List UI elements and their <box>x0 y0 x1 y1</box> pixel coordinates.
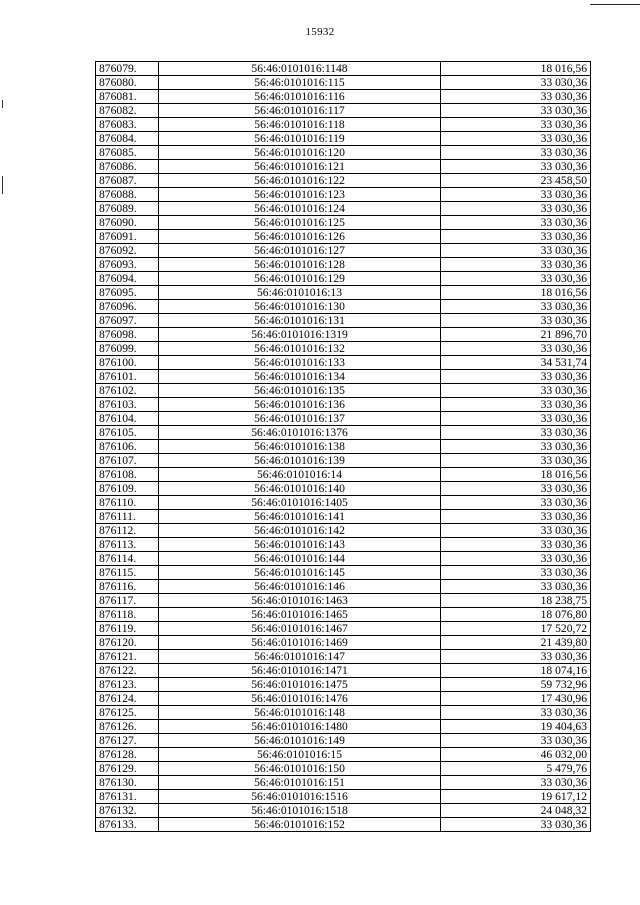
table-row <box>96 356 591 370</box>
value-cell: 5 479,76 <box>441 762 591 776</box>
value-cell: 21 896,70 <box>441 328 591 342</box>
cadastral-number-cell: 56:46:0101016:147 <box>159 650 441 664</box>
table-row <box>96 608 591 622</box>
cadastral-number-cell: 56:46:0101016:136 <box>159 398 441 412</box>
row-number-cell: 876090. <box>96 216 159 230</box>
value-cell: 24 048,32 <box>441 804 591 818</box>
cadastral-number-cell: 56:46:0101016:137 <box>159 412 441 426</box>
table-row <box>96 594 591 608</box>
row-number-cell: 876129. <box>96 762 159 776</box>
cadastral-number-cell: 56:46:0101016:129 <box>159 272 441 286</box>
table-row <box>96 566 591 580</box>
cadastral-number-cell: 56:46:0101016:1480 <box>159 720 441 734</box>
corner-scan-line <box>590 4 640 5</box>
table-row <box>96 384 591 398</box>
row-number-cell: 876079. <box>96 62 159 76</box>
cadastral-number-cell: 56:46:0101016:145 <box>159 566 441 580</box>
value-cell: 33 030,36 <box>441 76 591 90</box>
value-cell: 33 030,36 <box>441 146 591 160</box>
cadastral-number-cell: 56:46:0101016:121 <box>159 160 441 174</box>
row-number-cell: 876097. <box>96 314 159 328</box>
value-cell: 19 617,12 <box>441 790 591 804</box>
cadastral-number-cell: 56:46:0101016:117 <box>159 104 441 118</box>
row-number-cell: 876092. <box>96 244 159 258</box>
value-cell: 18 238,75 <box>441 594 591 608</box>
value-cell: 33 030,36 <box>441 188 591 202</box>
value-cell: 19 404,63 <box>441 720 591 734</box>
margin-scan-mark <box>2 100 3 108</box>
cadastral-number-cell: 56:46:0101016:134 <box>159 370 441 384</box>
row-number-cell: 876080. <box>96 76 159 90</box>
table-row <box>96 244 591 258</box>
cadastral-number-cell: 56:46:0101016:144 <box>159 552 441 566</box>
cadastral-number-cell: 56:46:0101016:128 <box>159 258 441 272</box>
cadastral-number-cell: 56:46:0101016:140 <box>159 482 441 496</box>
cadastral-number-cell: 56:46:0101016:149 <box>159 734 441 748</box>
value-cell: 33 030,36 <box>441 818 591 832</box>
cadastral-number-cell: 56:46:0101016:1319 <box>159 328 441 342</box>
cadastral-number-cell: 56:46:0101016:148 <box>159 706 441 720</box>
register-table <box>95 61 591 832</box>
table-row <box>96 468 591 482</box>
table-row <box>96 300 591 314</box>
table-row <box>96 328 591 342</box>
table-row <box>96 496 591 510</box>
value-cell: 33 030,36 <box>441 426 591 440</box>
cadastral-number-cell: 56:46:0101016:130 <box>159 300 441 314</box>
value-cell: 46 032,00 <box>441 748 591 762</box>
cadastral-number-cell: 56:46:0101016:1463 <box>159 594 441 608</box>
row-number-cell: 876091. <box>96 230 159 244</box>
cadastral-number-cell: 56:46:0101016:125 <box>159 216 441 230</box>
table-row <box>96 804 591 818</box>
row-number-cell: 876088. <box>96 188 159 202</box>
table-row <box>96 664 591 678</box>
row-number-cell: 876112. <box>96 524 159 538</box>
table-row <box>96 132 591 146</box>
cadastral-number-cell: 56:46:0101016:115 <box>159 76 441 90</box>
table-row <box>96 790 591 804</box>
cadastral-number-cell: 56:46:0101016:1516 <box>159 790 441 804</box>
table-row <box>96 650 591 664</box>
table-row <box>96 258 591 272</box>
table-row <box>96 188 591 202</box>
table-row <box>96 118 591 132</box>
table-row <box>96 706 591 720</box>
row-number-cell: 876111. <box>96 510 159 524</box>
row-number-cell: 876130. <box>96 776 159 790</box>
cadastral-number-cell: 56:46:0101016:1405 <box>159 496 441 510</box>
row-number-cell: 876089. <box>96 202 159 216</box>
cadastral-number-cell: 56:46:0101016:1467 <box>159 622 441 636</box>
table-row <box>96 454 591 468</box>
row-number-cell: 876114. <box>96 552 159 566</box>
row-number-cell: 876087. <box>96 174 159 188</box>
value-cell: 33 030,36 <box>441 258 591 272</box>
row-number-cell: 876085. <box>96 146 159 160</box>
table-row <box>96 580 591 594</box>
table-row <box>96 552 591 566</box>
table-row <box>96 272 591 286</box>
cadastral-number-cell: 56:46:0101016:15 <box>159 748 441 762</box>
cadastral-number-cell: 56:46:0101016:142 <box>159 524 441 538</box>
row-number-cell: 876095. <box>96 286 159 300</box>
cadastral-number-cell: 56:46:0101016:133 <box>159 356 441 370</box>
value-cell: 33 030,36 <box>441 734 591 748</box>
cadastral-number-cell: 56:46:0101016:151 <box>159 776 441 790</box>
table-row <box>96 398 591 412</box>
value-cell: 23 458,50 <box>441 174 591 188</box>
value-cell: 33 030,36 <box>441 244 591 258</box>
table-row <box>96 342 591 356</box>
value-cell: 33 030,36 <box>441 314 591 328</box>
table-row <box>96 370 591 384</box>
cadastral-number-cell: 56:46:0101016:146 <box>159 580 441 594</box>
table-row <box>96 104 591 118</box>
value-cell: 33 030,36 <box>441 440 591 454</box>
value-cell: 18 016,56 <box>441 62 591 76</box>
value-cell: 33 030,36 <box>441 90 591 104</box>
row-number-cell: 876115. <box>96 566 159 580</box>
row-number-cell: 876131. <box>96 790 159 804</box>
row-number-cell: 876086. <box>96 160 159 174</box>
table-row <box>96 818 591 832</box>
row-number-cell: 876132. <box>96 804 159 818</box>
table-row <box>96 776 591 790</box>
table-row <box>96 314 591 328</box>
table-row <box>96 734 591 748</box>
table-row <box>96 62 591 76</box>
value-cell: 33 030,36 <box>441 538 591 552</box>
value-cell: 33 030,36 <box>441 482 591 496</box>
table-row <box>96 720 591 734</box>
cadastral-number-cell: 56:46:0101016:150 <box>159 762 441 776</box>
row-number-cell: 876084. <box>96 132 159 146</box>
row-number-cell: 876127. <box>96 734 159 748</box>
row-number-cell: 876082. <box>96 104 159 118</box>
cadastral-number-cell: 56:46:0101016:141 <box>159 510 441 524</box>
row-number-cell: 876120. <box>96 636 159 650</box>
value-cell: 33 030,36 <box>441 230 591 244</box>
row-number-cell: 876126. <box>96 720 159 734</box>
table-row <box>96 510 591 524</box>
table-row <box>96 174 591 188</box>
value-cell: 17 430,96 <box>441 692 591 706</box>
row-number-cell: 876125. <box>96 706 159 720</box>
value-cell: 33 030,36 <box>441 300 591 314</box>
margin-scan-mark <box>2 176 3 194</box>
row-number-cell: 876133. <box>96 818 159 832</box>
row-number-cell: 876096. <box>96 300 159 314</box>
table-row <box>96 216 591 230</box>
row-number-cell: 876104. <box>96 412 159 426</box>
row-number-cell: 876128. <box>96 748 159 762</box>
row-number-cell: 876094. <box>96 272 159 286</box>
value-cell: 33 030,36 <box>441 706 591 720</box>
cadastral-number-cell: 56:46:0101016:122 <box>159 174 441 188</box>
cadastral-number-cell: 56:46:0101016:131 <box>159 314 441 328</box>
value-cell: 33 030,36 <box>441 202 591 216</box>
table-row <box>96 524 591 538</box>
table-row <box>96 160 591 174</box>
row-number-cell: 876110. <box>96 496 159 510</box>
table-row <box>96 482 591 496</box>
table-row <box>96 678 591 692</box>
row-number-cell: 876105. <box>96 426 159 440</box>
cadastral-number-cell: 56:46:0101016:139 <box>159 454 441 468</box>
table-row <box>96 622 591 636</box>
cadastral-number-cell: 56:46:0101016:143 <box>159 538 441 552</box>
table-row <box>96 146 591 160</box>
cadastral-number-cell: 56:46:0101016:1475 <box>159 678 441 692</box>
cadastral-number-cell: 56:46:0101016:152 <box>159 818 441 832</box>
table-row <box>96 286 591 300</box>
row-number-cell: 876107. <box>96 454 159 468</box>
table-row <box>96 748 591 762</box>
table-row <box>96 440 591 454</box>
row-number-cell: 876109. <box>96 482 159 496</box>
table-row <box>96 636 591 650</box>
row-number-cell: 876122. <box>96 664 159 678</box>
value-cell: 33 030,36 <box>441 510 591 524</box>
cadastral-number-cell: 56:46:0101016:1465 <box>159 608 441 622</box>
value-cell: 33 030,36 <box>441 342 591 356</box>
value-cell: 33 030,36 <box>441 650 591 664</box>
value-cell: 33 030,36 <box>441 216 591 230</box>
row-number-cell: 876117. <box>96 594 159 608</box>
value-cell: 33 030,36 <box>441 370 591 384</box>
register-table-body <box>96 62 591 832</box>
table-row <box>96 412 591 426</box>
cadastral-number-cell: 56:46:0101016:118 <box>159 118 441 132</box>
row-number-cell: 876119. <box>96 622 159 636</box>
table-row <box>96 76 591 90</box>
row-number-cell: 876118. <box>96 608 159 622</box>
row-number-cell: 876121. <box>96 650 159 664</box>
row-number-cell: 876124. <box>96 692 159 706</box>
table-row <box>96 426 591 440</box>
value-cell: 33 030,36 <box>441 132 591 146</box>
row-number-cell: 876101. <box>96 370 159 384</box>
value-cell: 33 030,36 <box>441 566 591 580</box>
value-cell: 17 520,72 <box>441 622 591 636</box>
value-cell: 33 030,36 <box>441 776 591 790</box>
cadastral-number-cell: 56:46:0101016:1148 <box>159 62 441 76</box>
value-cell: 21 439,80 <box>441 636 591 650</box>
table-row <box>96 538 591 552</box>
row-number-cell: 876113. <box>96 538 159 552</box>
cadastral-number-cell: 56:46:0101016:120 <box>159 146 441 160</box>
row-number-cell: 876099. <box>96 342 159 356</box>
value-cell: 59 732,96 <box>441 678 591 692</box>
value-cell: 18 016,56 <box>441 468 591 482</box>
page-number: 15932 <box>305 26 335 38</box>
cadastral-number-cell: 56:46:0101016:1476 <box>159 692 441 706</box>
table-row <box>96 692 591 706</box>
row-number-cell: 876098. <box>96 328 159 342</box>
row-number-cell: 876116. <box>96 580 159 594</box>
value-cell: 33 030,36 <box>441 272 591 286</box>
table-row <box>96 230 591 244</box>
row-number-cell: 876108. <box>96 468 159 482</box>
cadastral-number-cell: 56:46:0101016:135 <box>159 384 441 398</box>
table-row <box>96 762 591 776</box>
value-cell: 33 030,36 <box>441 160 591 174</box>
value-cell: 33 030,36 <box>441 552 591 566</box>
value-cell: 18 074,16 <box>441 664 591 678</box>
row-number-cell: 876103. <box>96 398 159 412</box>
row-number-cell: 876083. <box>96 118 159 132</box>
row-number-cell: 876081. <box>96 90 159 104</box>
value-cell: 33 030,36 <box>441 398 591 412</box>
row-number-cell: 876106. <box>96 440 159 454</box>
value-cell: 18 076,80 <box>441 608 591 622</box>
value-cell: 33 030,36 <box>441 412 591 426</box>
value-cell: 33 030,36 <box>441 454 591 468</box>
cadastral-number-cell: 56:46:0101016:1471 <box>159 664 441 678</box>
cadastral-number-cell: 56:46:0101016:132 <box>159 342 441 356</box>
row-number-cell: 876102. <box>96 384 159 398</box>
row-number-cell: 876100. <box>96 356 159 370</box>
value-cell: 33 030,36 <box>441 384 591 398</box>
cadastral-number-cell: 56:46:0101016:1376 <box>159 426 441 440</box>
cadastral-number-cell: 56:46:0101016:119 <box>159 132 441 146</box>
cadastral-number-cell: 56:46:0101016:1469 <box>159 636 441 650</box>
table-row <box>96 90 591 104</box>
cadastral-number-cell: 56:46:0101016:138 <box>159 440 441 454</box>
cadastral-number-cell: 56:46:0101016:14 <box>159 468 441 482</box>
value-cell: 33 030,36 <box>441 496 591 510</box>
value-cell: 18 016,56 <box>441 286 591 300</box>
cadastral-number-cell: 56:46:0101016:116 <box>159 90 441 104</box>
cadastral-number-cell: 56:46:0101016:124 <box>159 202 441 216</box>
cadastral-number-cell: 56:46:0101016:1518 <box>159 804 441 818</box>
value-cell: 33 030,36 <box>441 524 591 538</box>
cadastral-number-cell: 56:46:0101016:127 <box>159 244 441 258</box>
cadastral-number-cell: 56:46:0101016:126 <box>159 230 441 244</box>
value-cell: 33 030,36 <box>441 580 591 594</box>
row-number-cell: 876123. <box>96 678 159 692</box>
row-number-cell: 876093. <box>96 258 159 272</box>
value-cell: 33 030,36 <box>441 104 591 118</box>
value-cell: 34 531,74 <box>441 356 591 370</box>
cadastral-number-cell: 56:46:0101016:13 <box>159 286 441 300</box>
cadastral-number-cell: 56:46:0101016:123 <box>159 188 441 202</box>
value-cell: 33 030,36 <box>441 118 591 132</box>
table-row <box>96 202 591 216</box>
